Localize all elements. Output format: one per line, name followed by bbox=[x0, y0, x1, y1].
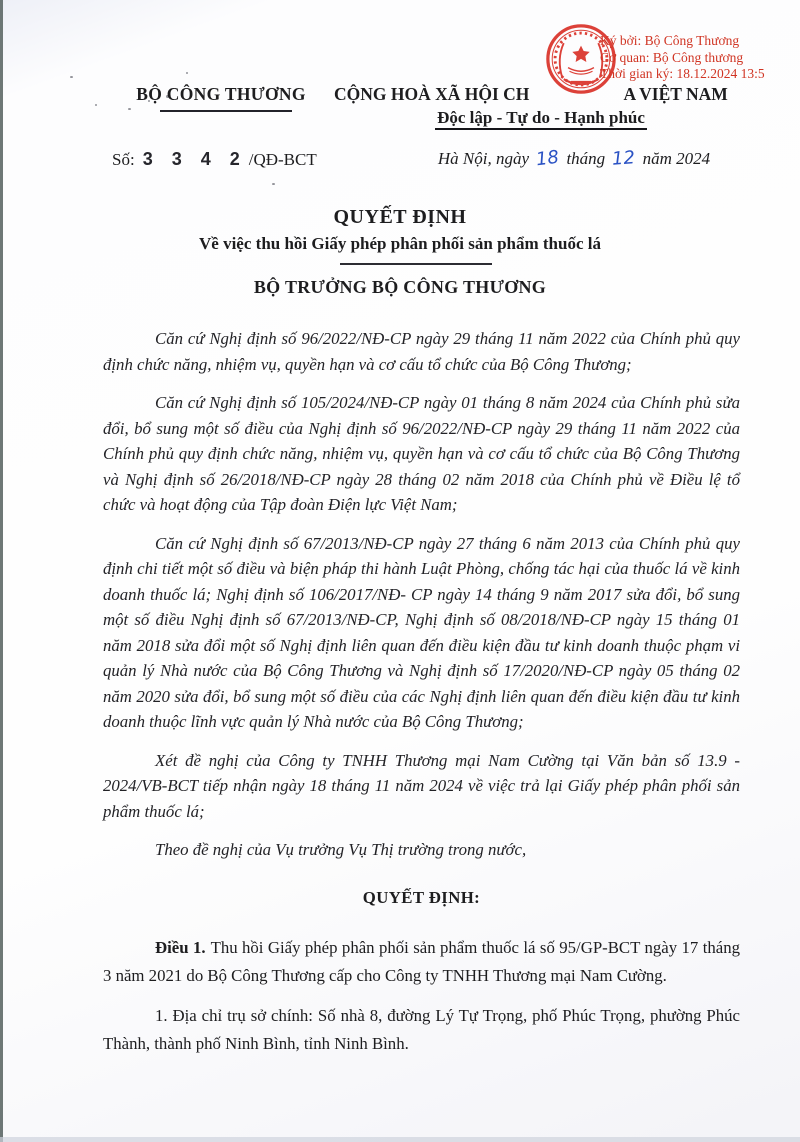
document-subject: Về việc thu hồi Giấy phép phân phối sản phẩm thuốc lá bbox=[199, 234, 601, 253]
national-motto: Độc lập - Tự do - Hạnh phúc bbox=[334, 108, 748, 128]
handwritten-month: 12 bbox=[611, 147, 637, 170]
doc-number-stamped: 3 3 4 2 bbox=[142, 149, 247, 169]
date-post: năm 2024 bbox=[642, 149, 711, 168]
article-1 bbox=[103, 934, 740, 990]
place-date-line bbox=[418, 148, 730, 169]
issuer-title: BỘ TRƯỞNG BỘ CÔNG THƯƠNG bbox=[253, 277, 547, 297]
ministry-underline bbox=[160, 110, 292, 112]
preamble-paragraph: Căn cứ Nghị định số 67/2013/NĐ-CP ngày 27 tháng 6 năm 2013 của Chính phủ quy định chi tiết một số điều và biện pháp thi hành Luật Phòng, chống tác hại của thuốc lá về kinh doanh thuốc lá; Nghị định số 106/2017/NĐ- CP ngày 14 tháng 9 năm 2017 sửa đổi, bổ sung một số điều Nghị định số 67/2013/NĐ-CP, Nghị định số 08/2018/NĐ-CP ngày 15 tháng 01 năm 2018 sửa đổi một số Nghị định liên quan đến điều kiện đầu tư kinh doanh thuộc phạm vi quản lý Nhà nước của Bộ Công Thương và Nghị định số 17/2020/NĐ-CP ngày 05 tháng 02 năm 2020 sửa đổi, bổ sung một số điều của các Nghị định liên quan đến điều kiện đầu tư kinh doanh thuộc lĩnh vực quản lý Nhà nước của Bộ Công Thương; bbox=[103, 533, 740, 731]
article-1-label: Điều 1. bbox=[155, 938, 206, 957]
decision-heading: QUYẾT ĐỊNH: bbox=[362, 887, 481, 907]
national-title-left: CỘNG HOÀ XÃ HỘI CH bbox=[334, 84, 530, 104]
national-title-right: A VIỆT NAM bbox=[623, 84, 728, 104]
digital-signature-stamp bbox=[600, 33, 800, 83]
handwritten-day: 18 bbox=[535, 146, 561, 171]
preamble-paragraph: Theo đề nghị của Vụ trưởng Vụ Thị trường trong nước, bbox=[155, 840, 527, 859]
seal-gap bbox=[529, 84, 623, 105]
article-1-text: Thu hồi Giấy phép phân phối sản phẩm thuốc lá số 95/GP-BCT ngày 17 tháng 3 năm 2021 do Bộ Công Thương cấp cho Công ty TNHH Thương mại Nam Cường. bbox=[103, 938, 740, 985]
document-body bbox=[103, 326, 740, 1070]
subject-underline bbox=[340, 263, 492, 265]
national-title-line bbox=[334, 84, 748, 105]
doc-number-suffix: /QĐ-BCT bbox=[248, 150, 317, 169]
date-mid: tháng bbox=[566, 149, 606, 168]
signature-signer: Ký bởi: Bộ Công Thương bbox=[600, 33, 740, 48]
preamble-section bbox=[103, 326, 740, 863]
preamble-paragraph: Căn cứ Nghị định số 105/2024/NĐ-CP ngày 01 tháng 8 năm 2024 của Chính phủ sửa đổi, bổ sung một số điều của Nghị định số 96/2022/NĐ-CP ngày 29 tháng 11 năm 2022 của Chính phủ quy định chức năng, nhiệm vụ, quyền hạn và cơ cấu tổ chức của Bộ Công Thương và Nghị định số 26/2018/NĐ-CP ngày 28 tháng 02 năm 2018 của Chính phủ về Điều lệ tổ chức và hoạt động của Tập đoàn Điện lực Việt Nam; bbox=[103, 393, 740, 514]
preamble-paragraph: Căn cứ Nghị định số 96/2022/NĐ-CP ngày 29 tháng 11 năm 2022 của Chính phủ quy định chức năng, nhiệm vụ, quyền hạn và cơ cấu tổ chức của Bộ Công Thương; bbox=[103, 329, 740, 374]
scan-edge-bottom bbox=[0, 1137, 800, 1142]
signature-time: Thời gian ký: 18.12.2024 13:5 bbox=[600, 66, 765, 81]
document-title: QUYẾT ĐỊNH bbox=[333, 206, 467, 228]
article-1-item-1: 1. Địa chỉ trụ sở chính: Số nhà 8, đường Lý Tự Trọng, phố Phúc Trọng, phường Phúc Thành, thành phố Ninh Bình, tỉnh Ninh Bình. bbox=[103, 1006, 740, 1053]
date-pre: Hà Nội, ngày bbox=[437, 149, 530, 168]
document-number-line bbox=[112, 149, 317, 170]
doc-number-prefix: Số: bbox=[112, 150, 135, 169]
issuing-ministry-name: BỘ CÔNG THƯƠNG bbox=[136, 84, 306, 104]
signature-agency: Cơ quan: Bộ Công thương bbox=[600, 49, 744, 65]
scan-edge bbox=[0, 0, 3, 1142]
preamble-paragraph: Xét đề nghị của Công ty TNHH Thương mại Nam Cường tại Văn bản số 13.9 - 2024/VB-BCT tiếp nhận ngày 18 tháng 11 năm 2024 về việc trả lại Giấy phép phân phối sản phẩm thuốc lá; bbox=[103, 750, 740, 821]
